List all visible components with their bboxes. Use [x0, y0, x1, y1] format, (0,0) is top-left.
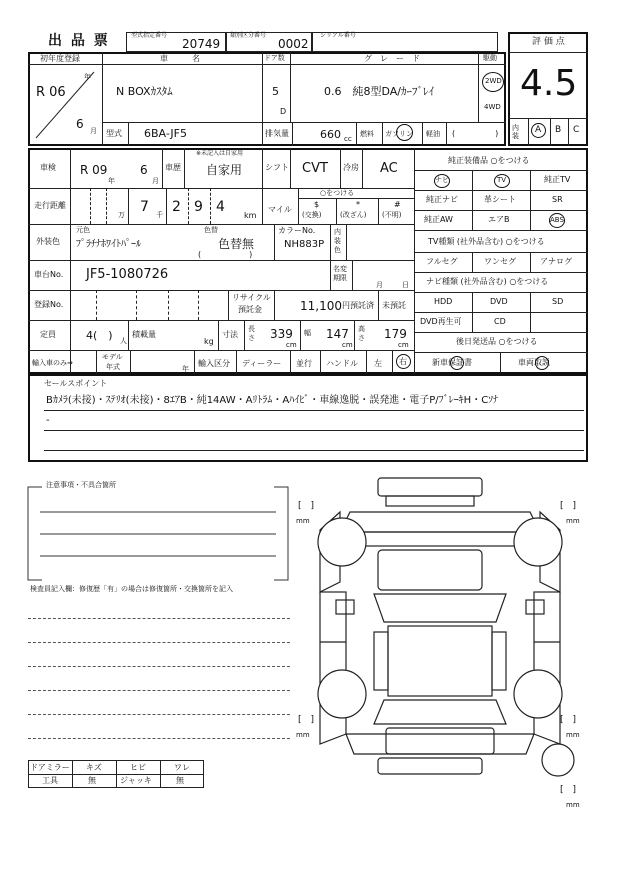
- expiry-label: 名変期限: [333, 265, 347, 282]
- car-name-value: N BOXｶｽﾀﾑ: [116, 85, 173, 98]
- caution-bracket: [26, 486, 290, 582]
- rating-label: 評 価 点: [532, 37, 565, 47]
- mileage-sen-unit: 千: [156, 211, 163, 219]
- displacement-label: 排気量: [265, 129, 289, 138]
- capacity-value: 4( ): [86, 329, 113, 342]
- navi-dvd-play: DVD再生可: [420, 317, 462, 326]
- shaken-month: 6: [140, 163, 148, 177]
- interior-b: B: [555, 125, 562, 135]
- navi-sd: SD: [552, 297, 564, 306]
- mileage-digit-2: 2: [172, 199, 181, 215]
- mm-bracket-fr: [ ]: [560, 501, 577, 511]
- mile-label: マイル: [268, 205, 292, 214]
- equip-abs: ABS: [550, 216, 564, 224]
- mileage-digit-3: 9: [194, 199, 203, 215]
- equip-sr: SR: [552, 195, 563, 204]
- mm-fl: mm: [296, 517, 310, 525]
- navi-type-title: ナビ種類 (社外品含む) ○をつける: [426, 277, 549, 286]
- fuel-paren: ( ): [452, 129, 499, 138]
- legend-door-mirror: ドアミラー: [30, 763, 70, 772]
- chassis-label: 車台No.: [34, 270, 64, 279]
- chassis-value: JF5-1080726: [86, 267, 169, 282]
- caution-label: 注意事項・不具合箇所: [46, 481, 116, 489]
- mark-unknown-sub: (不明): [382, 211, 402, 219]
- first-reg-era: R 06: [36, 85, 66, 100]
- dims-label: 寸法: [222, 330, 238, 339]
- shaken-month-unit: 月: [152, 177, 159, 185]
- shaken-year: R 09: [80, 163, 108, 177]
- type-designation-label: 型式指定番号: [131, 32, 168, 39]
- interior-label: 内装: [512, 124, 519, 140]
- history-value: 自家用: [206, 163, 243, 177]
- shaken-year-unit: 年: [108, 177, 115, 185]
- paint-value: 色替無: [218, 237, 255, 251]
- category-value: 0002: [278, 37, 309, 51]
- model-value: 6BA-JF5: [144, 127, 187, 140]
- width-label: 幅: [304, 329, 311, 337]
- ac-label: 冷房: [343, 163, 359, 172]
- later-warranty: 新車保証書: [432, 358, 472, 367]
- first-reg-month-unit: 月: [90, 127, 97, 135]
- equipment-title: 純正装備品 ○をつける: [448, 156, 530, 165]
- mm-bracket-rr: [ ]: [560, 715, 577, 725]
- model-year-label-1: モデル: [102, 353, 123, 361]
- paint-paren: ( ): [198, 250, 253, 259]
- length-cm: cm: [286, 341, 297, 349]
- tv-type-title: TV種類 (社外品含む) ○をつける: [428, 237, 545, 246]
- sales-label: セールスポイント: [44, 379, 108, 388]
- doors-suffix: D: [280, 107, 287, 116]
- equip-genuine-aw: 純正AW: [424, 215, 453, 224]
- car-damage-diagram: [290, 472, 590, 792]
- original-color-label: 元色: [76, 226, 90, 234]
- recycle-label-1: リサイクル: [232, 293, 271, 302]
- width-value: 147: [326, 327, 349, 341]
- recycle-status: 円預託済: [342, 301, 374, 310]
- fuel-label: 燃料: [360, 130, 374, 138]
- light-oil-label: 軽油: [426, 130, 440, 138]
- recycle-value: 11,100: [300, 299, 342, 313]
- mark-tamper-sub: (改ざん): [340, 211, 367, 219]
- first-reg-label: 初年度登録: [40, 54, 80, 63]
- interior-a: A: [535, 125, 542, 135]
- expiry-month: 月: [376, 281, 383, 289]
- drive-4wd: 4WD: [484, 103, 501, 111]
- shaken-label: 車検: [40, 163, 56, 172]
- grade-label: グ レ ー ド: [364, 54, 420, 63]
- handle-label: ハンドル: [326, 359, 358, 368]
- height-value: 179: [384, 327, 407, 341]
- height-cm: cm: [398, 341, 409, 349]
- model-year-label-2: 年式: [106, 363, 120, 371]
- parallel-label: 並行: [296, 359, 312, 368]
- fuel-selected-circle: [396, 124, 413, 141]
- history-label: 車歴: [165, 163, 181, 172]
- interior-color-label: 内装色: [334, 228, 341, 254]
- tv-fullseg: フルセグ: [426, 257, 458, 266]
- displacement-unit: cc: [344, 135, 352, 143]
- circle-note: ○をつける: [320, 189, 355, 197]
- interior-c: C: [573, 125, 580, 135]
- mileage-man-unit: 万: [118, 211, 125, 219]
- original-color-value: ﾌﾟﾗﾁﾅﾎﾜｲﾄﾊﾟｰﾙ: [76, 239, 141, 250]
- color-no-label: カラーNo.: [278, 226, 316, 235]
- inspector-label: 検査員記入欄：修復歴「有」の場合は修復箇所・交換箇所を記入: [30, 585, 233, 593]
- color-label: 外装色: [36, 237, 60, 246]
- equip-genuine-navi: 純正ナビ: [426, 195, 458, 204]
- mm-fr: mm: [566, 517, 580, 525]
- tv-oneseg: ワンセグ: [484, 257, 516, 266]
- mm-spare: mm: [566, 801, 580, 809]
- mark-exchange: $: [314, 200, 320, 209]
- left-label: 左: [374, 359, 382, 368]
- equip-tv: TV: [497, 176, 507, 184]
- doors-label: ドア数: [264, 54, 285, 62]
- mark-tamper: *: [356, 200, 360, 209]
- mm-rl: mm: [296, 731, 310, 739]
- sales-block: [28, 374, 588, 462]
- legend-scratch: キズ: [86, 763, 102, 772]
- model-year-unit: 年: [182, 365, 189, 373]
- navi-dvd: DVD: [490, 297, 508, 306]
- legend-break: ワレ: [174, 763, 190, 772]
- fuel-value: ガソリン: [385, 130, 413, 138]
- equip-genuine-tv: 純正TV: [544, 175, 571, 184]
- model-label: 型式: [106, 129, 122, 138]
- mm-bracket-spare: [ ]: [560, 785, 577, 795]
- mileage-km: km: [244, 211, 257, 220]
- sales-line-1: Bｶﾒﾗ(未接)・ｽﾃﾘｵ(未接)・8ｴｱB・純14AW・Aﾘﾄﾗﾑ・Aﾊｲﾋﾞ・車線逸脱・誤発進・電子P/ﾌﾞﾚｰｷH・Cｿﾅ: [46, 395, 499, 406]
- legend-jack-value: 無: [176, 776, 184, 785]
- capacity-label: 定員: [40, 330, 56, 339]
- mark-unknown: #: [394, 200, 401, 209]
- length-label: 長さ: [248, 325, 255, 342]
- paint-label: 色替: [204, 226, 218, 234]
- legend-jack: ジャッキ: [120, 776, 152, 785]
- import-type-label: 輸入区分: [198, 359, 230, 368]
- car-name-label: 車 名: [160, 54, 200, 63]
- tv-analog: アナログ: [540, 257, 572, 266]
- equip-leather: 革シート: [484, 195, 516, 204]
- history-note: ※未記入は自家用: [196, 150, 244, 157]
- recycle-label-2: 預託金: [238, 305, 262, 314]
- color-no-value: NH883P: [284, 239, 325, 250]
- mm-bracket-rl: [ ]: [298, 715, 315, 725]
- dealer-label: ディーラー: [242, 359, 282, 368]
- later-manual: 車両取説: [518, 358, 550, 367]
- height-label: 高さ: [358, 325, 365, 342]
- first-reg-year-unit: 年: [84, 73, 91, 81]
- mm-rr: mm: [566, 731, 580, 739]
- import-label: 輸入車のみ⇒: [32, 359, 73, 367]
- mm-bracket-fl: [ ]: [298, 501, 315, 511]
- mileage-digit-1: 7: [140, 199, 149, 215]
- displacement-value: 660: [320, 128, 341, 141]
- equip-airbag: エアB: [488, 215, 510, 224]
- drive-label: 駆動: [483, 54, 497, 62]
- shift-label: シフト: [265, 163, 289, 172]
- expiry-day: 日: [402, 281, 409, 289]
- drive-2wd: 2WD: [485, 77, 502, 85]
- length-value: 339: [270, 327, 293, 341]
- ac-value: AC: [380, 161, 398, 176]
- right-label: 右: [399, 357, 407, 366]
- legend-tools: 工具: [42, 776, 58, 785]
- reg-no-label: 登録No.: [34, 300, 64, 309]
- legend-tools-value: 無: [88, 776, 96, 785]
- load-unit: kg: [204, 337, 214, 346]
- navi-hdd: HDD: [434, 297, 453, 306]
- mileage-digit-4: 4: [216, 199, 225, 215]
- sales-line-2: -: [46, 415, 50, 426]
- navi-cd: CD: [494, 317, 506, 326]
- rating-value: 4.5: [520, 63, 578, 104]
- capacity-unit: 人: [120, 337, 127, 345]
- width-cm: cm: [342, 341, 353, 349]
- shift-value: CVT: [302, 161, 328, 176]
- load-label: 積載量: [132, 330, 156, 339]
- type-designation-value: 20749: [182, 37, 221, 51]
- equip-navi: ナビ: [435, 176, 449, 184]
- later-title: 後日発送品 ○をつける: [456, 337, 538, 346]
- mileage-label: 走行距離: [34, 201, 66, 210]
- serial-label: シリアル番号: [320, 32, 356, 39]
- first-reg-month: 6: [76, 117, 84, 131]
- mark-exchange-sub: (交換): [302, 211, 322, 219]
- grade-value: 0.6 純8型DA/ｶｰﾌﾞﾚｲ: [324, 85, 434, 98]
- category-label: 類別区分番号: [230, 32, 267, 39]
- doors-value: 5: [272, 85, 279, 98]
- form-title: 出 品 票: [48, 33, 110, 49]
- legend-crack: ヒビ: [130, 763, 146, 772]
- recycle-unpaid: 未預託: [382, 301, 406, 310]
